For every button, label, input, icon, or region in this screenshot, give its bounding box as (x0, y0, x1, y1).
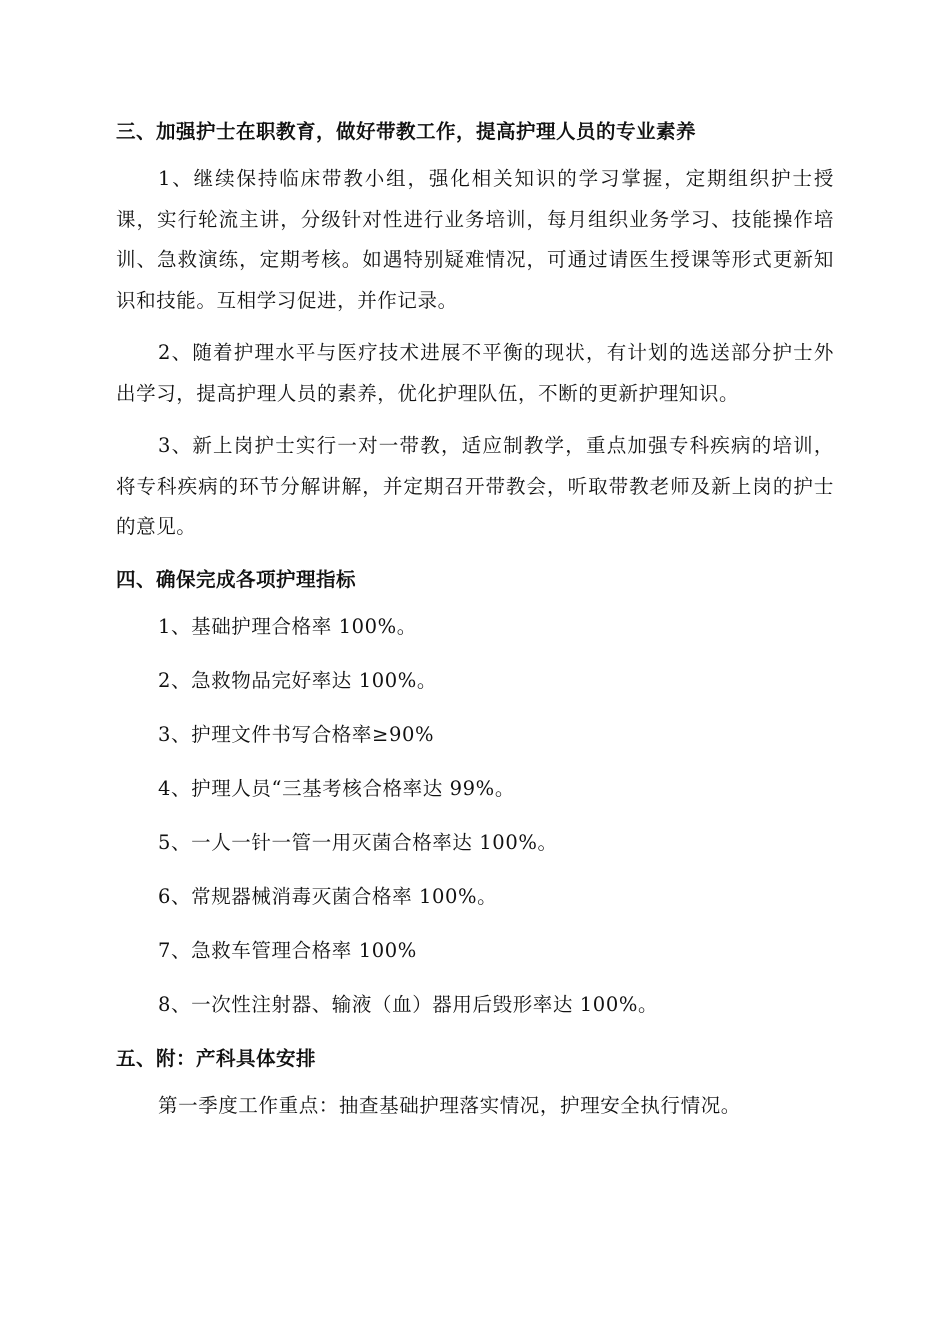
paragraph-3-3: 3、新上岗护士实行一对一带教，适应制教学，重点加强专科疾病的培训，将专科疾病的环节分解讲解，并定期召开带教会，听取带教老师及新上岗的护士的意见。 (116, 434, 834, 538)
indicator-item-2: 2、急救物品完好率达 100%。 (158, 668, 437, 692)
document-body (116, 112, 834, 1138)
indicator-item-5: 5、一人一针一管一用灭菌合格率达 100%。 (158, 830, 558, 854)
indicator-item-8: 8、一次性注射器、输液（血）器用后毁形率达 100%。 (158, 992, 659, 1016)
indicator-item-3: 3、护理文件书写合格率≥90% (158, 722, 435, 746)
indicator-item-1: 1、基础护理合格率 100%。 (158, 614, 417, 638)
indicator-item-7: 7、急救车管理合格率 100% (158, 938, 417, 962)
section-heading-3: 三、加强护士在职教育，做好带教工作，提高护理人员的专业素养 (116, 120, 697, 143)
paragraph-3-2: 2、随着护理水平与医疗技术进展不平衡的现状，有计划的选送部分护士外出学习，提高护理人员的素养，优化护理队伍，不断的更新护理知识。 (116, 341, 834, 405)
paragraph-3-1: 1、继续保持临床带教小组，强化相关知识的学习掌握，定期组织护士授课，实行轮流主讲，分级针对性进行业务培训，每月组织业务学习、技能操作培训、急救演练，定期考核。如遇特别疑难情况，可通过请医生授课等形式更新知识和技能。互相学习促进，并作记录。 (116, 167, 834, 312)
indicator-item-6: 6、常规器械消毒灭菌合格率 100%。 (158, 884, 498, 908)
paragraph-5-1: 第一季度工作重点：抽查基础护理落实情况，护理安全执行情况。 (158, 1093, 741, 1117)
indicator-item-4: 4、护理人员“三基考核合格率达 99%。 (158, 776, 515, 800)
section-heading-5: 五、附：产科具体安排 (116, 1046, 317, 1070)
section-heading-4: 四、确保完成各项护理指标 (116, 567, 357, 591)
